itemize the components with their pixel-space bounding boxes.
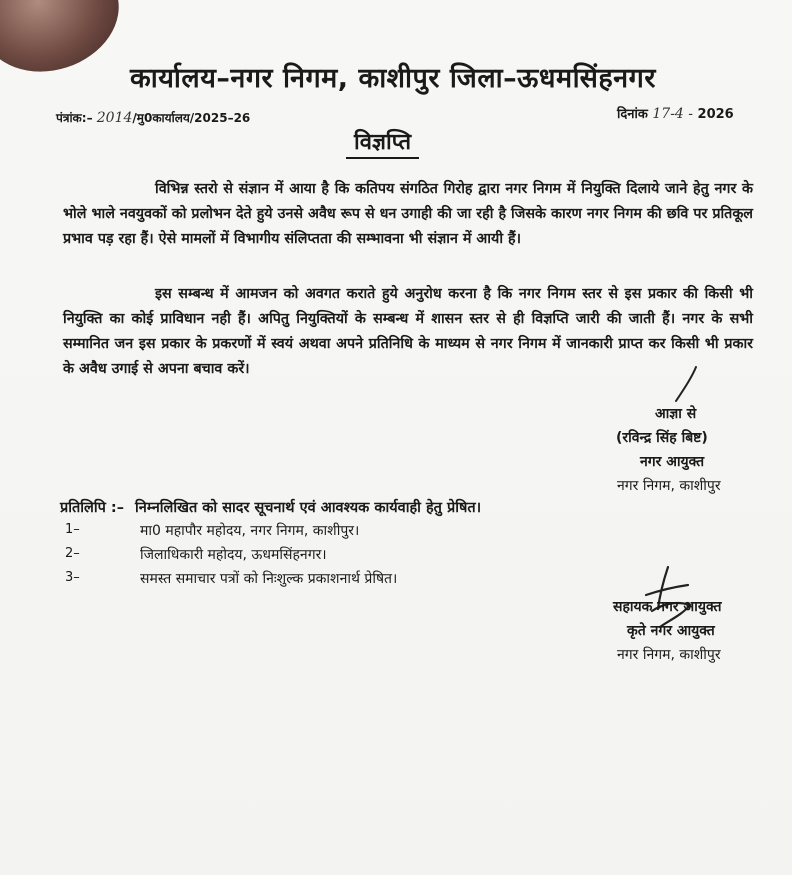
date-line — [617, 104, 734, 122]
signatory1-designation: नगर आयुक्त — [640, 454, 705, 470]
signatory1-office: नगर निगम, काशीपुर — [617, 478, 721, 494]
ref-number-handwritten: 2014 — [96, 110, 133, 126]
copy-item-num: 2– — [65, 546, 80, 561]
signatory2-line1: सहायक नगर आयुक्त — [613, 599, 722, 615]
date-label: दिनांक — [617, 107, 648, 122]
date-handwritten: 17-4 - — [652, 106, 694, 122]
notice-title: विज्ञप्ति — [346, 126, 419, 159]
copy-item-text: समस्त समाचार पत्रों को निःशुल्क प्रकाशनार्थ प्रेषित। — [140, 571, 398, 587]
copy-to-label: प्रतिलिपि :– — [60, 500, 124, 516]
signatory1-line1: आज्ञा से — [655, 406, 697, 422]
copy-item-num: 3– — [65, 570, 80, 585]
copy-to-text: निम्नलिखित को सादर सूचनार्थ एवं आवश्यक कार्यवाही हेतु प्रेषित। — [135, 500, 482, 516]
signature-mark — [670, 365, 700, 403]
signatory2-line3: नगर निगम, काशीपुर — [617, 647, 721, 663]
ref-label: पंत्रांक:– — [56, 111, 93, 125]
finger-obstruction — [0, 0, 134, 89]
reference-number — [56, 109, 250, 126]
copy-item-text: जिलाधिकारी महोदय, ऊधमसिंहनगर। — [140, 547, 327, 563]
copy-item-text: मा0 महापौर महोदय, नगर निगम, काशीपुर। — [140, 523, 360, 539]
signatory1-name: (रविन्द्र सिंह बिष्ट) — [616, 430, 708, 446]
body-paragraph-2: इस सम्बन्ध में आमजन को अवगत कराते हुये अनुरोध करना है कि नगर निगम स्तर से इस प्रकार की किसी भी नियुक्ति का कोई प्राविधान नही हैं। अपितु नियुक्तियों के सम्बन्ध में शासन स्तर से ही विज्ञप्ति जारी की जाती हैं। नगर के सभी सम्मानित जन इस प्रकार के प्रकरणों में स्वयं अथवा अपने प्रतिनिधि के माध्यम से नगर निगम में जानकारी प्राप्त कर किसी भी प्रकार के अवैध उगाई से अपना बचाव करें। — [63, 286, 753, 377]
ref-suffix: /मु0कार्यालय/2025–26 — [132, 111, 251, 125]
copy-item-num: 1– — [65, 522, 80, 537]
date-year: 2026 — [697, 107, 734, 122]
body-paragraph-1: विभिन्न स्तरो से संज्ञान में आया है कि कतिपय संगठित गिरोह द्वारा नगर निगम में नियुक्ति दिलाये जाने हेतु नगर के भोले भाले नवयुवकों को प्रलोभन देते हुये उनसे अवैध रूप से धन उगाही की जा रही है जिसके कारण नगर निगम की छवि पर प्रतिकूल प्रभाव पड़ रहा हैं। ऐसे मामलों में विभागीय संलिप्तता की सम्भावना भी संज्ञान में आयी हैं। — [63, 181, 753, 247]
copy-to-heading — [60, 497, 481, 517]
office-heading: कार्यालय–नगर निगम, काशीपुर जिला–ऊधमसिंहनगर — [130, 63, 656, 94]
signatory2-line2: कृते नगर आयुक्त — [627, 623, 715, 639]
